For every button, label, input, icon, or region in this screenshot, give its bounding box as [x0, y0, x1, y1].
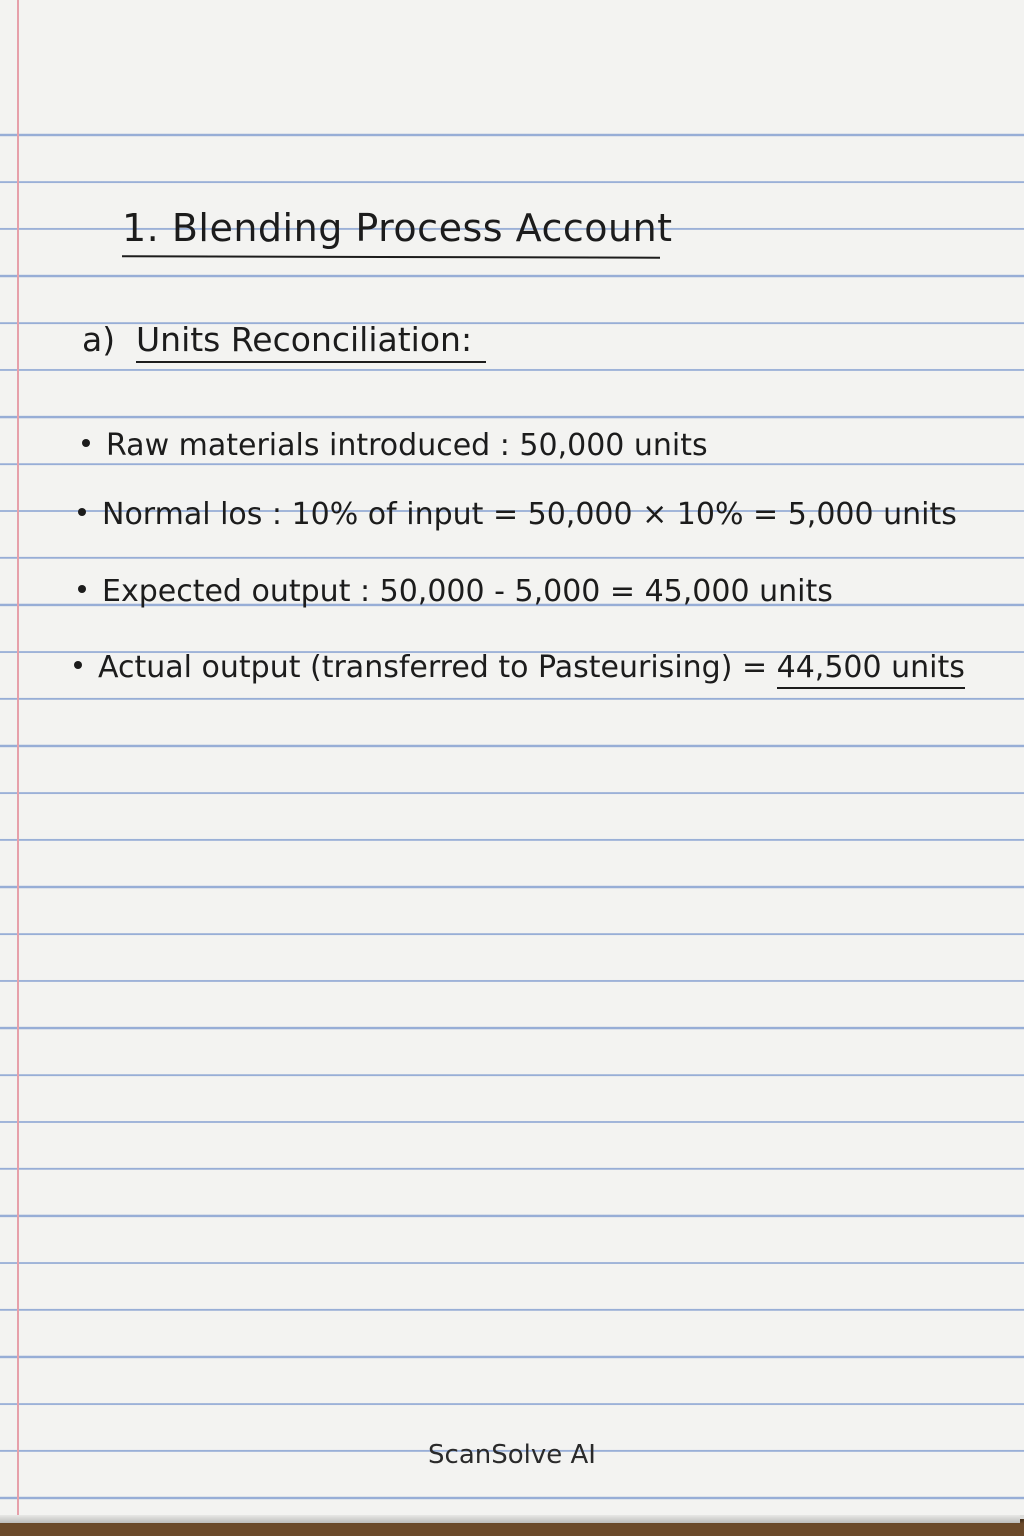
bullet-dot-icon: [82, 439, 90, 447]
subheading-underline: [136, 361, 486, 363]
bullet-text: Raw materials introduced : 50,000 units: [106, 428, 708, 463]
margin-line: [17, 0, 19, 1515]
bullet-expected-output: [78, 574, 833, 609]
title-underline: [122, 255, 660, 258]
section-title: 1. Blending Process Account: [122, 206, 673, 250]
bullet-dot-icon: [78, 508, 86, 516]
bullet-text: Expected output : 50,000 - 5,000 = 45,000 units: [102, 574, 833, 609]
bullet-actual-output: [74, 650, 965, 685]
bullet-text: Normal los : 10% of input = 50,000 × 10% = 5,000 units: [102, 497, 957, 532]
paper-stack-edge: [0, 1515, 1020, 1523]
actual-output-answer: 44,500 units: [777, 650, 965, 689]
bullet-dot-icon: [74, 661, 82, 669]
bullet-normal-loss: [78, 497, 957, 532]
bullet-dot-icon: [78, 585, 86, 593]
subheading: Units Reconciliation:: [136, 320, 473, 359]
bullet-raw-materials: [82, 428, 708, 463]
bullet-text: Actual output (transferred to Pasteurising) =: [98, 650, 777, 685]
subheading-prefix: a): [82, 320, 116, 359]
watermark: ScanSolve AI: [428, 1440, 596, 1470]
